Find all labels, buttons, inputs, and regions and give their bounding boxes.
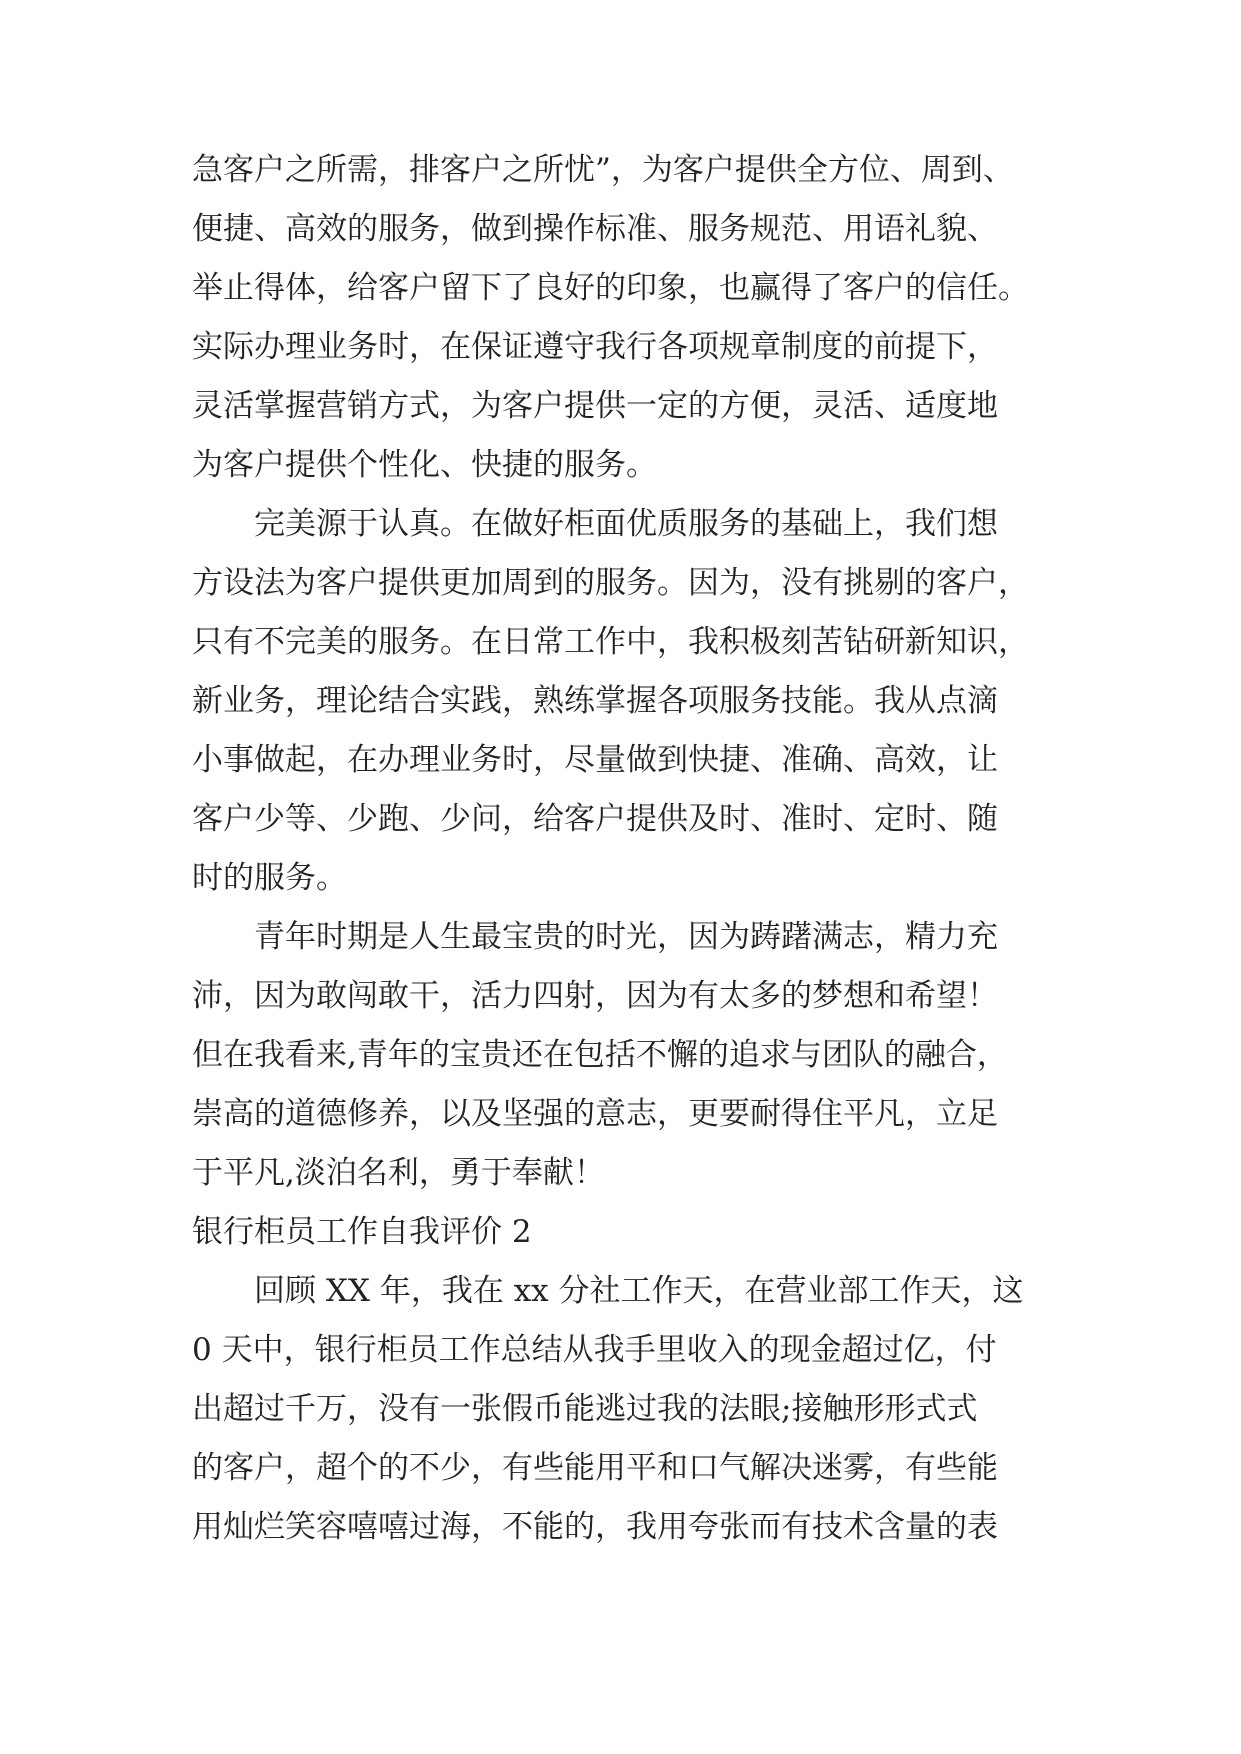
- text-line: 便捷、高效的服务，做到操作标准、服务规范、用语礼貌、: [192, 211, 998, 247]
- text-line: 但在我看来,青年的宝贵还在包括不懈的追求与团队的融合，: [192, 1037, 1008, 1073]
- text-line: 客户少等、少跑、少问，给客户提供及时、准时、定时、随: [192, 801, 998, 837]
- text-line: 的客户，超个的不少，有些能用平和口气解决迷雾，有些能: [192, 1450, 998, 1486]
- text-line: 完美源于认真。在做好柜面优质服务的基础上，我们想: [192, 506, 998, 542]
- text-line: 实际办理业务时，在保证遵守我行各项规章制度的前提下，: [192, 329, 998, 365]
- text-line: 于平凡,淡泊名利，勇于奉献！: [192, 1155, 605, 1191]
- text-line: 小事做起，在办理业务时，尽量做到快捷、准确、高效，让: [192, 742, 998, 778]
- text-line: 为客户提供个性化、快捷的服务。: [192, 447, 657, 483]
- text-line: 新业务，理论结合实践，熟练掌握各项服务技能。我从点滴: [192, 683, 998, 719]
- text-line: 举止得体，给客户留下了良好的印象，也赢得了客户的信任。: [192, 270, 1029, 306]
- text-line: 回顾 XX 年，我在 xx 分社工作天，在营业部工作天，这: [192, 1273, 1024, 1309]
- text-line: 急客户之所需，排客户之所忧”，为客户提供全方位、周到、: [192, 152, 1014, 188]
- text-line: 沛，因为敢闯敢干，活力四射，因为有太多的梦想和希望！: [192, 978, 998, 1014]
- text-line: 灵活掌握营销方式，为客户提供一定的方便，灵活、适度地: [192, 388, 998, 424]
- text-line: 0 天中，银行柜员工作总结从我手里收入的现金超过亿，付: [192, 1332, 997, 1368]
- section-heading: 银行柜员工作自我评价 2: [192, 1214, 532, 1250]
- text-line: 时的服务。: [192, 860, 347, 896]
- text-line: 青年时期是人生最宝贵的时光，因为踌躇满志，精力充: [192, 919, 998, 955]
- text-line: 只有不完美的服务。在日常工作中，我积极刻苦钻研新知识，: [192, 624, 1029, 660]
- text-line: 用灿烂笑容嘻嘻过海，不能的，我用夸张而有技术含量的表: [192, 1509, 998, 1545]
- text-line: 崇高的道德修养，以及坚强的意志，更要耐得住平凡，立足: [192, 1096, 998, 1132]
- text-line: 方设法为客户提供更加周到的服务。因为，没有挑剔的客户，: [192, 565, 1029, 601]
- text-line: 出超过千万，没有一张假币能逃过我的法眼;接触形形式式: [192, 1391, 978, 1427]
